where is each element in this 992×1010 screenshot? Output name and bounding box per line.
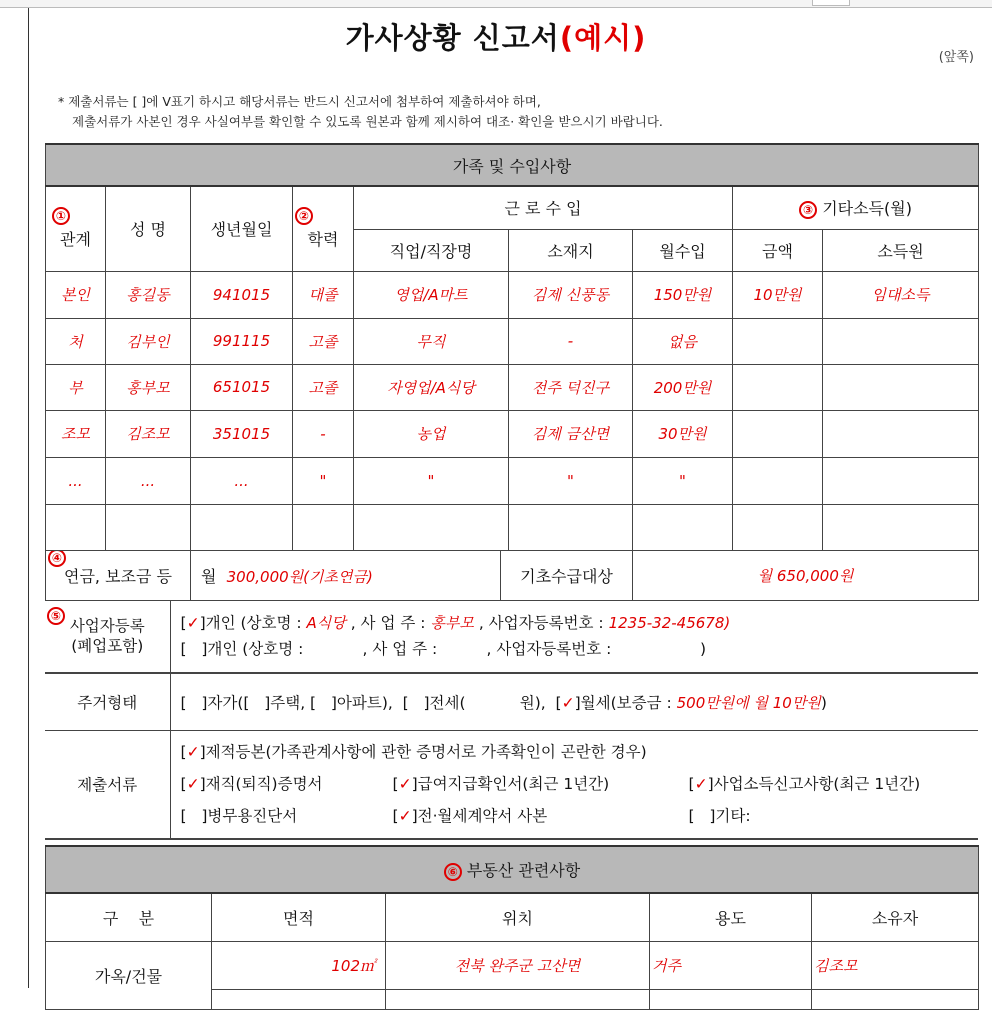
name-cell [106, 504, 191, 550]
doc-option[interactable]: [✓]급여지급확인서(최근 1년간) [392, 775, 610, 794]
pension-value: 월 300,000원(기초연금) [191, 551, 501, 601]
other-source-cell [823, 364, 979, 410]
other-source-cell [823, 504, 979, 550]
monthly-income-cell [633, 504, 733, 550]
job-cell: 영업/A마트 [354, 271, 509, 318]
page-side-label: (앞쪽) [938, 50, 974, 65]
name-cell: 홍길동 [106, 271, 191, 318]
table-row [46, 364, 979, 410]
header-source: 소득원 [823, 229, 979, 271]
doc-line [181, 800, 977, 832]
relation-cell: 본인 [46, 271, 106, 318]
doc-option[interactable]: [✓]사업소득신고사항(최근 1년간) [688, 775, 921, 794]
job-cell: 자영업/A식당 [354, 364, 509, 410]
housing-label: 주거형태 [45, 673, 170, 731]
relation-cell: 처 [46, 318, 106, 364]
header-monthly: 월수입 [633, 229, 733, 271]
section-header: ⑥ 부동산 관련사항 [46, 846, 979, 893]
other-amount-cell: 10만원 [733, 271, 823, 318]
relation-cell [46, 504, 106, 550]
birth-cell: ... [191, 457, 293, 504]
housing-value: [ ]자가([ ]주택, [ ]아파트), [ ]전세( 원), [✓]월세(보증금 : 500만원에 월 10만원) [170, 673, 978, 731]
doc-line [181, 768, 977, 800]
relation-cell: 조모 [46, 410, 106, 457]
documents-label: 제출서류 [45, 731, 170, 839]
monthly-income-cell: 30만원 [633, 410, 733, 457]
monthly-income-cell: 200만원 [633, 364, 733, 410]
business-entries [170, 601, 978, 673]
job-cell: 무직 [354, 318, 509, 364]
other-amount-cell [733, 504, 823, 550]
owner-cell: 김조모 [812, 941, 979, 989]
real-estate-table [45, 845, 979, 1010]
table-row [46, 410, 979, 457]
monthly-income-cell: " [633, 457, 733, 504]
birth-cell [191, 504, 293, 550]
business-line-2: [ ]개인 (상호명 : , 사 업 주 : , 사업자등록번호 : ) [180, 640, 707, 659]
location-cell [509, 504, 633, 550]
table-row [46, 271, 979, 318]
table-row [46, 318, 979, 364]
documents-list [170, 731, 978, 839]
note-line: * 제출서류는 [ ]에 V표기 하시고 해당서류는 반드시 신고서에 첨부하여 제출하셔야 하며, [58, 94, 541, 109]
location-cell: " [509, 457, 633, 504]
location-cell: - [509, 318, 633, 364]
header-name: 성 명 [106, 186, 191, 271]
education-cell [293, 504, 354, 550]
note-line: 제출서류가 사본인 경우 사실여부를 확인할 수 있도록 원본과 함께 제시하여 대조· 확인을 받으시기 바랍니다. [72, 114, 663, 129]
location-cell: 김제 금산면 [509, 410, 633, 457]
area-cell: 102㎡ [212, 941, 386, 989]
other-source-cell [823, 318, 979, 364]
pension-table [45, 550, 979, 601]
header-job: 직업/직장명 [354, 229, 509, 271]
other-amount-cell [733, 457, 823, 504]
education-cell: 고졸 [293, 364, 354, 410]
job-cell: " [354, 457, 509, 504]
education-cell: 대졸 [293, 271, 354, 318]
header-area: 면적 [212, 893, 386, 941]
relation-cell: ... [46, 457, 106, 504]
family-income-table [45, 143, 979, 551]
name-cell: 김부인 [106, 318, 191, 364]
doc-option[interactable]: [✓]재직(퇴직)증명서 [180, 775, 323, 794]
header-use: 용도 [650, 893, 812, 941]
other-source-cell: 임대소득 [823, 271, 979, 318]
job-cell: 농업 [354, 410, 509, 457]
location-cell: 전주 덕진구 [509, 364, 633, 410]
other-amount-cell [733, 364, 823, 410]
business-line-1: [✓]개인 (상호명 : A식당 , 사 업 주 : 홍부모 , 사업자등록번호 : 1235-32-45678) [180, 614, 731, 633]
education-cell: - [293, 410, 354, 457]
header-education: ② 학력 [293, 186, 354, 271]
header-location: 위치 [386, 893, 650, 941]
birth-cell: 651015 [191, 364, 293, 410]
monthly-income-cell: 없음 [633, 318, 733, 364]
doc-option[interactable]: [ ]병무용진단서 [180, 807, 298, 826]
header-location: 소재지 [509, 229, 633, 271]
header-other-income: ③ 기타소득(월) [733, 186, 979, 229]
use-cell: 거주 [650, 941, 812, 989]
relation-cell: 부 [46, 364, 106, 410]
page-left-edge [28, 8, 29, 988]
education-cell: 고졸 [293, 318, 354, 364]
pension-label: ④ 연금, 보조금 등 [46, 551, 191, 601]
other-amount-cell [733, 318, 823, 364]
business-label: ⑤ 사업자등록 (폐업포함) [45, 601, 170, 673]
document-title: 가사상황 신고서(예시) [345, 21, 647, 55]
header-category: 구 분 [46, 893, 212, 941]
birth-cell: 351015 [191, 410, 293, 457]
window-control[interactable] [812, 0, 850, 6]
education-cell: " [293, 457, 354, 504]
doc-option[interactable]: [ ]기타: [688, 807, 751, 826]
other-amount-cell [733, 410, 823, 457]
header-work-income: 근 로 수 입 [354, 186, 733, 229]
job-cell [354, 504, 509, 550]
name-cell: 홍부모 [106, 364, 191, 410]
name-cell: 김조모 [106, 410, 191, 457]
section-header: 가족 및 수입사항 [46, 144, 979, 186]
name-cell: ... [106, 457, 191, 504]
monthly-income-cell: 150만원 [633, 271, 733, 318]
location-cell: 김제 신풍동 [509, 271, 633, 318]
birth-cell: 991115 [191, 318, 293, 364]
instruction-note [58, 92, 663, 132]
doc-line[interactable]: [✓]제적등본(가족관계사항에 관한 증명서로 가족확인이 곤란한 경우) [180, 743, 647, 762]
header-relation: ① 관계 [46, 186, 106, 271]
basic-recipient-label: 기초수급대상 [501, 551, 633, 601]
other-source-cell [823, 410, 979, 457]
header-birth: 생년월일 [191, 186, 293, 271]
table-row [46, 504, 979, 550]
table-row [46, 457, 979, 504]
row-label: 가옥/건물 [46, 941, 212, 1009]
birth-cell: 941015 [191, 271, 293, 318]
header-amount: 금액 [733, 229, 823, 271]
doc-option[interactable]: [✓]전·월세계약서 사본 [392, 807, 548, 826]
other-source-cell [823, 457, 979, 504]
details-table [45, 600, 978, 840]
basic-recipient-value: 월 650,000원 [633, 551, 979, 601]
header-owner: 소유자 [812, 893, 979, 941]
location-cell: 전북 완주군 고산면 [386, 941, 650, 989]
